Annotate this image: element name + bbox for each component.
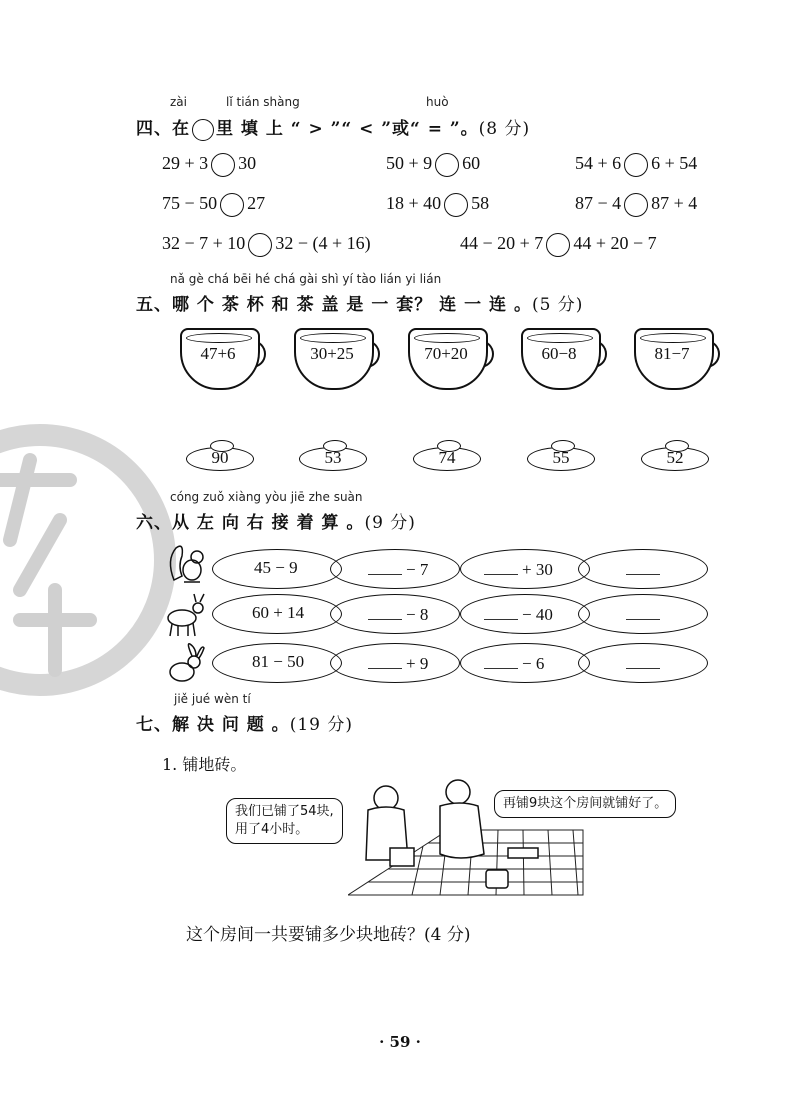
answer-blank[interactable]: [626, 558, 660, 575]
answer-blank[interactable]: [368, 558, 402, 575]
pinyin-li-tian-shang: lǐ tián shàng: [226, 95, 300, 109]
section-number: 四、: [136, 119, 172, 139]
section-5-heading: [136, 290, 583, 315]
question-text: 这个房间一共要铺多少块地砖？(4 分): [186, 925, 471, 945]
heading-text: 里 填 上 “ > ”“ < ”或“ = ”。: [216, 119, 479, 139]
chain-step: + 30: [484, 558, 553, 580]
answer-circle[interactable]: [444, 193, 468, 217]
heading-text: 从 左 向 右 接 着 算 。: [172, 513, 365, 533]
lid-label: 74: [438, 448, 456, 467]
compare-item: 87 − 4 87 + 4: [575, 193, 697, 217]
lid-label: 53: [324, 448, 342, 467]
teacup[interactable]: [408, 328, 490, 390]
bubble-text: 我们已铺了54块,: [235, 804, 334, 819]
cup-label: 70+20: [424, 344, 468, 363]
question-1-title: 1. 铺地砖。: [162, 755, 247, 774]
chain-start: 81 − 50: [252, 652, 305, 671]
chain-step: − 7: [368, 558, 428, 580]
teacup[interactable]: [521, 328, 603, 390]
tea-lid[interactable]: [186, 440, 256, 474]
section-number: 七、: [136, 715, 172, 735]
chain-result: [626, 558, 664, 580]
answer-blank[interactable]: [484, 558, 518, 575]
compare-item: 54 + 6 6 + 54: [575, 153, 697, 177]
compare-item: 18 + 40 58: [386, 193, 489, 217]
rabbit-icon: [162, 640, 208, 688]
score: (8 分): [478, 119, 531, 139]
cup-label: 81−7: [654, 344, 690, 363]
section-number: 五、: [136, 295, 172, 315]
bubble-text: 用了4小时。: [235, 822, 309, 837]
section-4-heading: [136, 114, 530, 141]
lid-label: 90: [211, 448, 229, 467]
tea-lid[interactable]: [299, 440, 369, 474]
cup-label: 47+6: [200, 344, 236, 363]
chain-step: + 9: [368, 652, 428, 674]
teacup[interactable]: [634, 328, 716, 390]
heading-text: 哪 个 茶 杯 和 茶 盖 是 一 套？ 连 一 连 。: [172, 295, 532, 315]
chain-start: 45 − 9: [254, 558, 298, 577]
answer-circle[interactable]: [248, 233, 272, 257]
circle-icon: [192, 119, 214, 141]
chain-step: − 8: [368, 603, 428, 625]
chain-result: [626, 603, 664, 625]
tea-lid[interactable]: [641, 440, 711, 474]
score: (5 分): [531, 295, 584, 315]
chain-result: [626, 652, 664, 674]
answer-blank[interactable]: [368, 652, 402, 669]
answer-blank[interactable]: [484, 603, 518, 620]
pinyin-zai: zài: [170, 95, 187, 109]
section-6-heading: [136, 508, 416, 533]
deer-icon: [160, 592, 210, 640]
teacup[interactable]: [294, 328, 376, 390]
tea-lid[interactable]: [527, 440, 597, 474]
cup-label: 30+25: [310, 344, 354, 363]
answer-circle[interactable]: [624, 153, 648, 177]
speech-bubble-left: [226, 798, 343, 844]
lid-label: 52: [666, 448, 684, 467]
section-5-pinyin: nǎ gè chá bēi hé chá gài shì yí tào lián yi lián: [170, 272, 442, 286]
compare-item: 29 + 3 30: [162, 153, 256, 177]
cup-label: 60−8: [541, 344, 577, 363]
pinyin-huo: huò: [426, 95, 449, 109]
answer-blank[interactable]: [484, 652, 518, 669]
answer-circle[interactable]: [624, 193, 648, 217]
lid-label: 55: [552, 448, 570, 467]
speech-bubble-right: 再铺9块这个房间就铺好了。: [494, 790, 676, 818]
section-7-pinyin: jiě jué wèn tí: [174, 692, 251, 706]
page-number: · 59 ·: [379, 1033, 421, 1051]
chain-start: 60 + 14: [252, 603, 305, 622]
section-7-heading: [136, 710, 353, 735]
answer-blank[interactable]: [368, 603, 402, 620]
section-number: 六、: [136, 513, 172, 533]
heading-text: 在: [172, 119, 190, 139]
score: (19 分): [289, 715, 353, 735]
compare-item: 44 − 20 + 7 44 + 20 − 7: [460, 233, 657, 257]
teacup[interactable]: [180, 328, 262, 390]
compare-item: 50 + 9 60: [386, 153, 480, 177]
tea-lid[interactable]: [413, 440, 483, 474]
squirrel-icon: [164, 540, 208, 588]
compare-item: 32 − 7 + 10 32 − (4 + 16): [162, 233, 371, 257]
answer-circle[interactable]: [211, 153, 235, 177]
section-6-pinyin: cóng zuǒ xiàng yòu jiē zhe suàn: [170, 490, 363, 504]
answer-blank[interactable]: [626, 603, 660, 620]
chain-step: − 6: [484, 652, 544, 674]
score: (9 分): [364, 513, 416, 533]
answer-blank[interactable]: [626, 652, 660, 669]
heading-text: 解 决 问 题 。: [172, 715, 290, 735]
compare-item: 75 − 50 27: [162, 193, 265, 217]
answer-circle[interactable]: [546, 233, 570, 257]
answer-circle[interactable]: [220, 193, 244, 217]
chain-step: − 40: [484, 603, 553, 625]
answer-circle[interactable]: [435, 153, 459, 177]
